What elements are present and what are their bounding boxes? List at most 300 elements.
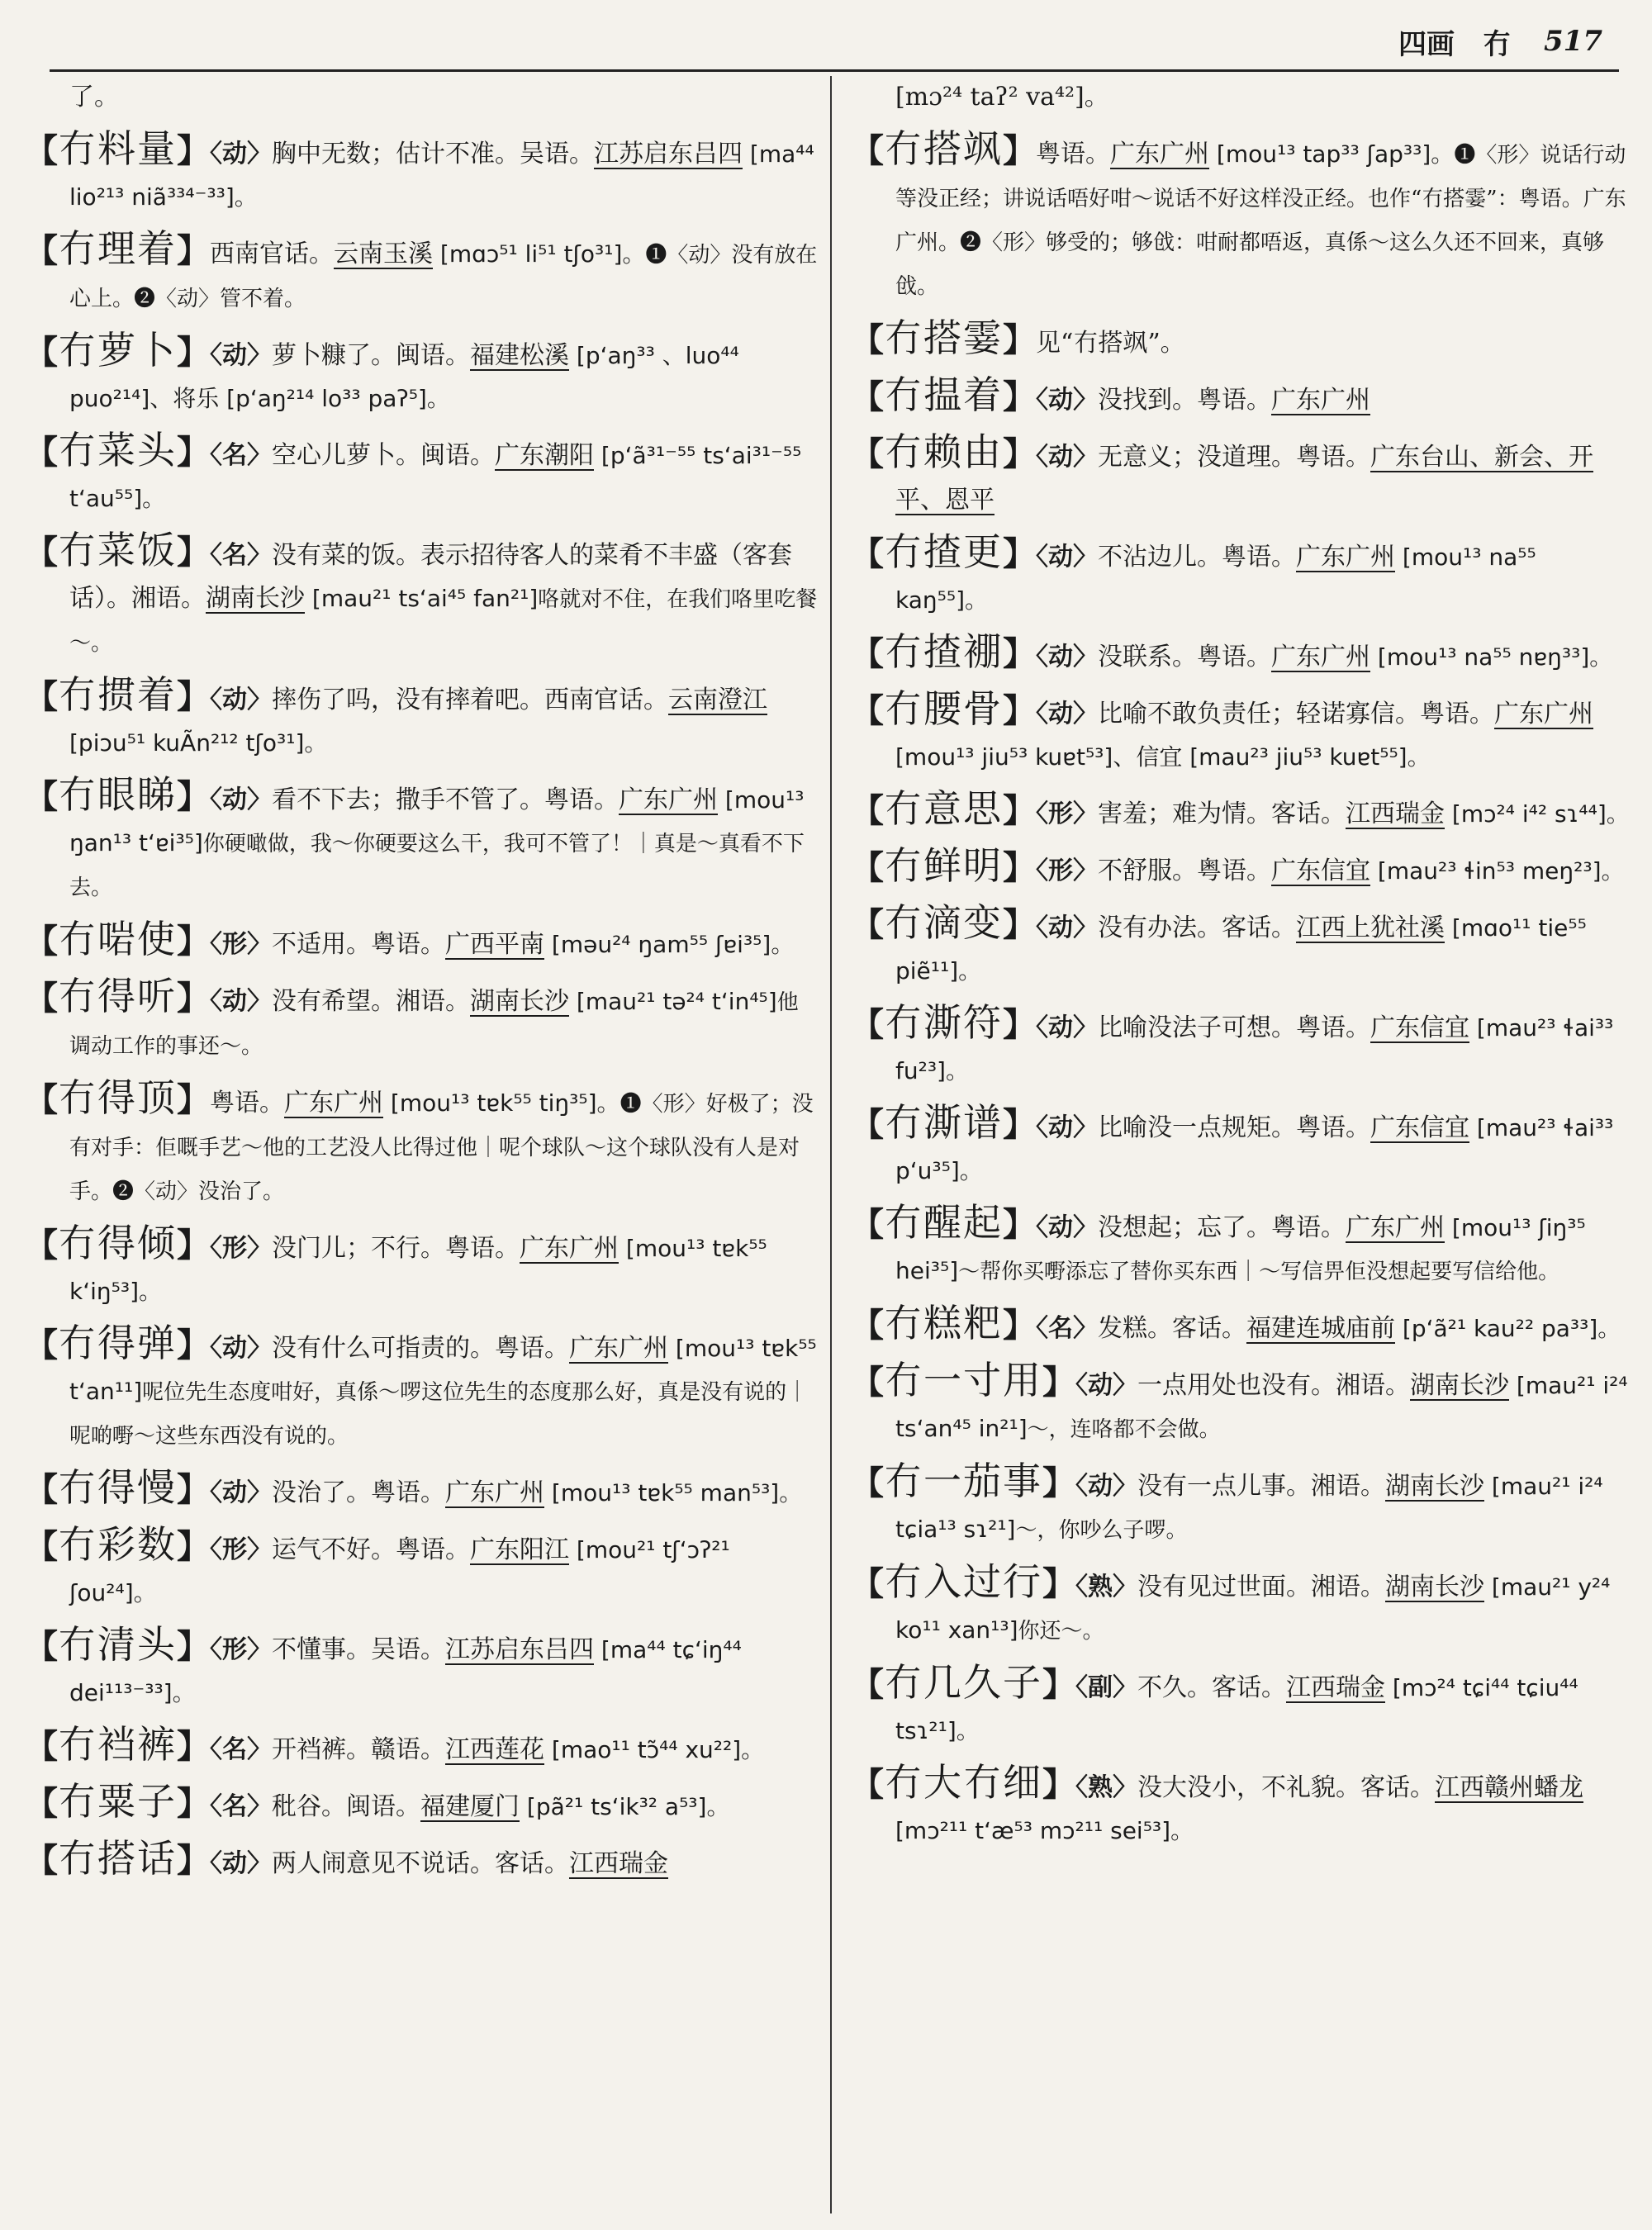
dictionary-entry — [851, 1359, 1635, 1451]
bracket-close: 】 — [1042, 1464, 1075, 1502]
headword: 冇得弹 — [58, 1321, 177, 1365]
dictionary-entry — [25, 1523, 818, 1615]
headword: 冇裆裤 — [58, 1722, 177, 1767]
definition: 摔伤了吗，没有摔着吧。西南官话。 — [272, 686, 668, 714]
part-of-speech: 〈动〉 — [1036, 1113, 1098, 1142]
location: 广东广州 — [1494, 700, 1593, 728]
definition: 没有什么可指责的。粤语。 — [272, 1334, 569, 1363]
part-of-speech: 〈副〉 — [1075, 1673, 1137, 1702]
location: 广东广州 — [1296, 543, 1395, 572]
dictionary-entry — [25, 127, 818, 219]
location: 广东信宜 — [1271, 856, 1370, 885]
dictionary-entry — [851, 687, 1635, 779]
definition: 粤语。 — [210, 1089, 284, 1117]
bracket-close: 】 — [1003, 1005, 1036, 1044]
pronunciation: [mou¹³ tap³³ ʃap³³]。 — [1209, 140, 1455, 168]
page-number: 517 — [1544, 25, 1602, 58]
pronunciation: [mau²¹ i²⁴ tsʻan⁴⁵ in²¹] — [895, 1372, 1628, 1442]
pronunciation: [mao¹¹ tɔ̃⁴⁴ xu²²]。 — [544, 1736, 765, 1763]
bracket-close: 】 — [177, 1470, 210, 1509]
bracket-open: 【 — [25, 1326, 58, 1364]
location: 广东广州 — [445, 1478, 544, 1507]
headword: 冇意思 — [884, 786, 1003, 831]
definition: 比喻没一点规矩。粤语。 — [1098, 1113, 1370, 1142]
dictionary-entry — [851, 530, 1635, 622]
dictionary-entry — [851, 630, 1635, 679]
usage-example: ❶〈形〉好极了；没有对手：佢嘅手艺～他的工艺没人比得过他｜呢个球队～这个球队没有人是对手。❷〈动〉没治了。 — [69, 1092, 814, 1204]
part-of-speech: 〈动〉 — [1036, 543, 1098, 572]
dictionary-entry — [851, 127, 1635, 308]
bracket-close: 】 — [177, 1627, 210, 1666]
part-of-speech: 〈形〉 — [210, 1535, 272, 1564]
headword: 冇入过行 — [884, 1559, 1042, 1604]
headword: 冇搭霎 — [884, 316, 1003, 360]
headword: 冇腰骨 — [884, 686, 1003, 731]
pronunciation: [mau²³ ɬai³³ fu²³]。 — [895, 1014, 1614, 1084]
pronunciation: [mou¹³ ʃiŋ³⁵ hei³⁵] — [895, 1214, 1586, 1284]
dictionary-entry — [851, 316, 1635, 365]
headword: 冇搭话 — [58, 1836, 177, 1881]
dictionary-entry — [851, 844, 1635, 893]
location: 广东广州 — [520, 1234, 619, 1263]
definition: 没有一点儿事。湘语。 — [1137, 1472, 1385, 1501]
pronunciation: [mɔ²⁴ i⁴² sɿ⁴⁴]。 — [1445, 800, 1630, 828]
bracket-open: 【 — [851, 1205, 884, 1244]
definition: 运气不好。粤语。 — [272, 1535, 470, 1564]
header-rule — [50, 69, 1619, 72]
definition: 不适用。粤语。 — [272, 930, 445, 959]
definition: 不久。客话。 — [1137, 1673, 1286, 1702]
definition: 西南官话。 — [210, 240, 334, 268]
bracket-open: 【 — [851, 634, 884, 673]
location: 福建厦门 — [420, 1792, 520, 1821]
bracket-open: 【 — [851, 1464, 884, 1502]
part-of-speech: 〈动〉 — [210, 341, 272, 370]
page-header — [50, 17, 1602, 66]
bracket-open: 【 — [25, 777, 58, 816]
definition: 看不下去；撒手不管了。粤语。 — [272, 785, 619, 814]
location: 江苏启东吕四 — [594, 140, 743, 168]
left-column — [25, 76, 818, 2222]
definition: 胸中无数；估计不准。吴语。 — [272, 140, 594, 168]
bracket-open: 【 — [851, 1306, 884, 1345]
headword: 冇鲜明 — [884, 843, 1003, 888]
dictionary-entry — [25, 773, 818, 909]
headword: 冇萝卜 — [58, 328, 177, 372]
pronunciation: [mau²³ ɬin⁵³ meŋ²³]。 — [1370, 857, 1625, 885]
bracket-open: 【 — [25, 1226, 58, 1264]
location: 江西瑞金 — [1286, 1673, 1385, 1702]
location: 湖南长沙 — [1385, 1573, 1484, 1601]
part-of-speech: 〈名〉 — [210, 441, 272, 470]
location: 广东潮阳 — [495, 441, 594, 470]
location: 云南澄江 — [668, 686, 767, 714]
part-of-speech: 〈动〉 — [210, 1334, 272, 1363]
pronunciation: [mou¹³ tɐk⁵⁵ kʻiŋ⁵³]。 — [69, 1235, 767, 1305]
bracket-open: 【 — [25, 1727, 58, 1766]
bracket-close: 】 — [1003, 1306, 1036, 1345]
bracket-open: 【 — [25, 533, 58, 572]
headword: 冇大冇细 — [884, 1760, 1042, 1805]
location: 广东广州 — [569, 1334, 668, 1363]
part-of-speech: 〈名〉 — [210, 541, 272, 570]
bracket-close: 】 — [1003, 320, 1036, 359]
headword: 冇菜饭 — [58, 528, 177, 572]
part-of-speech: 〈动〉 — [210, 1478, 272, 1507]
location: 广东广州 — [1271, 386, 1370, 415]
headword: 冇糕粑 — [884, 1301, 1003, 1345]
definition: 两人闹意见不说话。客话。 — [272, 1849, 569, 1878]
dictionary-entry — [25, 1076, 818, 1213]
definition: 没想起；忘了。粤语。 — [1098, 1213, 1346, 1242]
definition: 没有希望。湘语。 — [272, 987, 470, 1016]
definition: 没联系。粤语。 — [1098, 643, 1271, 671]
headword: 冇澌谱 — [884, 1100, 1003, 1145]
definition: 不懂事。吴语。 — [272, 1635, 445, 1664]
bracket-open: 【 — [25, 1627, 58, 1666]
definition: 比喻不敢负责任；轻诺寡信。粤语。 — [1098, 700, 1494, 728]
entry-continuation: [mɔ²⁴ taʔ² va⁴²]。 — [895, 83, 1109, 112]
bracket-close: 】 — [177, 1727, 210, 1766]
bracket-open: 【 — [851, 131, 884, 170]
location: 湖南长沙 — [1385, 1472, 1484, 1501]
definition: 害羞；难为情。客话。 — [1098, 799, 1346, 828]
headword: 冇菜头 — [58, 428, 177, 472]
bracket-close: 】 — [1003, 791, 1036, 830]
part-of-speech: 〈熟〉 — [1075, 1573, 1137, 1601]
usage-example: 咯就对不住，在我们咯里吃餐～。 — [69, 587, 818, 656]
part-of-speech: 〈动〉 — [210, 140, 272, 168]
part-of-speech: 〈形〉 — [1036, 856, 1098, 885]
part-of-speech: 〈形〉 — [210, 930, 272, 959]
dictionary-entry — [25, 329, 818, 420]
dictionary-entry — [851, 1001, 1635, 1093]
usage-example: ❶〈形〉说话行动等没正经；讲说话唔好咁～说话不好这样没正经。也作“冇搭霎”：粤语。广东广州。❷〈形〉够受的；够戗：咁耐都唔返，真係～这么久还不回来，真够戗。 — [895, 143, 1626, 299]
bracket-close: 】 — [1003, 131, 1036, 170]
dictionary-entry — [25, 1723, 818, 1772]
headword: 冇搭飒 — [884, 126, 1003, 171]
pronunciation: [ma⁴⁴ lio²¹³ niã³³⁴⁻³³]。 — [69, 140, 814, 211]
bracket-open: 【 — [25, 131, 58, 170]
part-of-speech: 〈动〉 — [1036, 1013, 1098, 1042]
bracket-open: 【 — [25, 677, 58, 716]
definition: 不沾边儿。粤语。 — [1098, 543, 1296, 572]
section-title: 四画 冇 — [1398, 27, 1512, 61]
pronunciation: [mou¹³ na⁵⁵ kaŋ⁵⁵]。 — [895, 543, 1536, 614]
part-of-speech: 〈动〉 — [1036, 443, 1098, 472]
headword: 冇一茄事 — [884, 1459, 1042, 1503]
pronunciation: [mou²¹ tʃʻɔʔ²¹ ʃou²⁴]。 — [69, 1536, 730, 1606]
entry-continuation: 了。 — [69, 83, 119, 112]
location: 湖南长沙 — [1410, 1371, 1509, 1400]
definition: 空心儿萝卜。闽语。 — [272, 441, 495, 470]
dictionary-entry — [851, 1459, 1635, 1552]
usage-example: 你还～。 — [1018, 1619, 1104, 1644]
bracket-close: 】 — [177, 131, 210, 170]
pronunciation: [mou¹³ jiu⁵³ kuɐt⁵³]、信宜 [mau²³ jiu⁵³ kuɐt⁵⁵]。 — [895, 743, 1431, 771]
pronunciation: [ma⁴⁴ tɕʻiŋ⁴⁴ dei¹¹³⁻³³]。 — [69, 1636, 742, 1706]
location: 广东信宜 — [1370, 1113, 1469, 1142]
bracket-close: 】 — [177, 1527, 210, 1566]
part-of-speech: 〈熟〉 — [1075, 1773, 1137, 1802]
dictionary-entry — [851, 373, 1635, 422]
bracket-open: 【 — [851, 534, 884, 573]
bracket-close: 】 — [1003, 434, 1036, 473]
dictionary-entry — [25, 1623, 818, 1715]
usage-example: ～，你吵么子啰。 — [1015, 1518, 1188, 1543]
pronunciation: [mau²¹ i²⁴ tɕia¹³ sɿ²¹] — [895, 1473, 1603, 1543]
bracket-close: 】 — [1003, 1205, 1036, 1244]
location: 广西平南 — [445, 930, 544, 959]
pronunciation: [piɔu⁵¹ kuÃn²¹² tʃo³¹]。 — [69, 729, 328, 757]
bracket-open: 【 — [25, 433, 58, 472]
pronunciation: [mou¹³ tɐk⁵⁵ tʻan¹¹] — [69, 1335, 817, 1405]
dictionary-entry — [25, 227, 818, 320]
bracket-open: 【 — [851, 848, 884, 887]
bracket-open: 【 — [851, 377, 884, 416]
usage-example: ～帮你买嘢添忘了替你买东西｜～写信畀佢没想起要写信给他。 — [958, 1260, 1560, 1284]
part-of-speech: 〈动〉 — [1036, 700, 1098, 728]
dictionary-entry — [25, 1321, 818, 1458]
headword: 冇醒起 — [884, 1200, 1003, 1245]
pronunciation: [mau²³ ɬai³³ pʻu³⁵]。 — [895, 1114, 1614, 1184]
dictionary-entry — [851, 1101, 1635, 1193]
bracket-close: 】 — [177, 677, 210, 716]
pronunciation: [mɔ²⁴ tɕi⁴⁴ tɕiu⁴⁴ tsɿ²¹]。 — [895, 1674, 1578, 1744]
headword: 冇掼着 — [58, 672, 177, 717]
headword: 冇理着 — [58, 226, 177, 271]
pronunciation: [mɑo¹¹ tie⁵⁵ piẽ¹¹]。 — [895, 914, 1587, 985]
location: 广东信宜 — [1370, 1013, 1469, 1042]
bracket-open: 【 — [851, 1363, 884, 1402]
bracket-open: 【 — [25, 1470, 58, 1509]
part-of-speech: 〈动〉 — [1036, 643, 1098, 671]
bracket-open: 【 — [851, 1005, 884, 1044]
bracket-close: 】 — [177, 1784, 210, 1823]
headword: 冇几久子 — [884, 1660, 1042, 1705]
dictionary-entry — [851, 1761, 1635, 1853]
dictionary-entry — [851, 1560, 1635, 1653]
bracket-open: 【 — [851, 1564, 884, 1603]
part-of-speech: 〈名〉 — [210, 1792, 272, 1821]
headword: 冇得听 — [58, 974, 177, 1018]
headword: 冇得倾 — [58, 1221, 177, 1265]
definition: 秕谷。闽语。 — [272, 1792, 420, 1821]
bracket-close: 】 — [1003, 1105, 1036, 1144]
dictionary-entry — [25, 673, 818, 765]
bracket-open: 【 — [851, 791, 884, 830]
part-of-speech: 〈动〉 — [1036, 386, 1098, 415]
bracket-close: 】 — [177, 1326, 210, 1364]
headword: 冇得慢 — [58, 1465, 177, 1510]
headword: 冇粟子 — [58, 1779, 177, 1824]
headword: 冇料量 — [58, 126, 177, 171]
bracket-open: 【 — [25, 1080, 58, 1119]
pronunciation: [məu²⁴ ŋam⁵⁵ ʃɐi³⁵]。 — [544, 931, 795, 958]
part-of-speech: 〈动〉 — [1075, 1371, 1137, 1400]
bracket-close: 】 — [177, 231, 210, 270]
definition: 无意义；没道理。粤语。 — [1098, 443, 1370, 472]
bracket-close: 】 — [1042, 1564, 1075, 1603]
definition: 一点用处也没有。湘语。 — [1137, 1371, 1410, 1400]
pronunciation: [mou¹³ na⁵⁵ nɐŋ³³]。 — [1370, 643, 1613, 671]
bracket-open: 【 — [851, 905, 884, 944]
bracket-close: 】 — [177, 922, 210, 961]
location: 广东广州 — [1346, 1213, 1445, 1242]
definition: 没有见过世面。湘语。 — [1137, 1573, 1385, 1601]
definition: 没门儿；不行。粤语。 — [272, 1234, 520, 1263]
bracket-open: 【 — [851, 1105, 884, 1144]
definition: 没有办法。客话。 — [1098, 913, 1296, 942]
location: 江西莲花 — [445, 1735, 544, 1764]
part-of-speech: 〈动〉 — [1036, 1213, 1098, 1242]
dictionary-entry — [851, 787, 1635, 836]
bracket-open: 【 — [851, 320, 884, 359]
definition: 比喻没法子可想。粤语。 — [1098, 1013, 1370, 1042]
headword: 冇揾着 — [884, 372, 1003, 417]
location: 江西瑞金 — [1346, 799, 1445, 828]
bracket-close: 】 — [1042, 1363, 1075, 1402]
headword: 冇彩数 — [58, 1522, 177, 1567]
location: 广东广州 — [1110, 140, 1209, 168]
dictionary-entry — [25, 975, 818, 1068]
pronunciation: [pʻã³¹⁻⁵⁵ tsʻai³¹⁻⁵⁵ tʻau⁵⁵]。 — [69, 442, 802, 512]
dictionary-entry — [851, 1201, 1635, 1293]
headword: 冇得顶 — [58, 1075, 177, 1120]
bracket-close: 】 — [177, 1841, 210, 1880]
part-of-speech: 〈动〉 — [1036, 913, 1098, 942]
bracket-open: 【 — [25, 231, 58, 270]
headword: 冇滴变 — [884, 900, 1003, 945]
pronunciation: [pã²¹ tsʻik³² a⁵³]。 — [520, 1793, 730, 1820]
dictionary-entry — [25, 529, 818, 665]
headword: 冇清头 — [58, 1622, 177, 1667]
bracket-close: 】 — [1003, 377, 1036, 416]
usage-example: 你硬噉做，我～你硬要这么干，我可不管了！｜真是～真看不下去。 — [69, 832, 805, 900]
part-of-speech: 〈名〉 — [210, 1735, 272, 1764]
part-of-speech: 〈动〉 — [210, 686, 272, 714]
dictionary-entry — [851, 1661, 1635, 1753]
bracket-close: 】 — [1003, 691, 1036, 730]
bracket-close: 】 — [1003, 848, 1036, 887]
usage-example: ❶〈动〉没有放在心上。❷〈动〉管不着。 — [69, 243, 818, 311]
definition: 粤语。 — [1036, 140, 1110, 168]
bracket-close: 】 — [177, 979, 210, 1018]
location: 湖南长沙 — [206, 584, 305, 613]
pronunciation: [pʻã²¹ kau²² pa³³]。 — [1395, 1315, 1621, 1342]
definition: 没大没小，不礼貌。客话。 — [1137, 1773, 1435, 1802]
definition: 没治了。粤语。 — [272, 1478, 445, 1507]
usage-example: ～，连咯都不会做。 — [1027, 1417, 1221, 1442]
bracket-open: 【 — [851, 1765, 884, 1804]
pronunciation: [mɔ²¹¹ tʻæ⁵³ mɔ²¹¹ sei⁵³]。 — [895, 1817, 1194, 1844]
location: 广东台山、新会、开平、恩平 — [895, 443, 1593, 515]
part-of-speech: 〈动〉 — [210, 1849, 272, 1878]
bracket-close: 】 — [1003, 905, 1036, 944]
bracket-close: 】 — [1003, 634, 1036, 673]
bracket-close: 】 — [1003, 534, 1036, 573]
usage-example: 他调动工作的事还～。 — [69, 990, 799, 1059]
definition: 不舒服。粤语。 — [1098, 856, 1271, 885]
bracket-open: 【 — [25, 979, 58, 1018]
dictionary-entry — [25, 1837, 818, 1886]
pronunciation: [pʻaŋ³³ 、luo⁴⁴ puo²¹⁴]、将乐 [pʻaŋ²¹⁴ lo³³ paʔ⁵]。 — [69, 342, 739, 412]
part-of-speech: 〈动〉 — [210, 785, 272, 814]
dictionary-entry — [25, 1780, 818, 1829]
bracket-open: 【 — [851, 434, 884, 473]
definition: 见“冇搭飒”。 — [1036, 329, 1185, 358]
bracket-close: 】 — [177, 533, 210, 572]
dictionary-entry — [25, 1222, 818, 1313]
bracket-open: 【 — [25, 922, 58, 961]
headword: 冇赖由 — [884, 429, 1003, 474]
dictionary-entry — [851, 430, 1635, 522]
headword: 冇眼睇 — [58, 772, 177, 817]
dictionary-entry — [25, 918, 818, 966]
location: 江苏启东吕四 — [445, 1635, 594, 1664]
dictionary-entry — [851, 901, 1635, 993]
part-of-speech: 〈动〉 — [210, 987, 272, 1016]
pronunciation: [mɑɔ⁵¹ li⁵¹ tʃo³¹]。 — [433, 240, 646, 268]
location: 湖南长沙 — [470, 987, 569, 1016]
bracket-open: 【 — [851, 1665, 884, 1704]
location: 江西赣州蟠龙 — [1435, 1773, 1583, 1802]
location: 江西瑞金 — [569, 1849, 668, 1878]
definition: 没找到。粤语。 — [1098, 386, 1271, 415]
headword: 冇一寸用 — [884, 1358, 1042, 1402]
part-of-speech: 〈形〉 — [210, 1635, 272, 1664]
right-column — [851, 76, 1635, 2222]
bracket-close: 】 — [177, 1080, 210, 1119]
bracket-close: 】 — [177, 1226, 210, 1264]
pronunciation: [mou¹³ tɐk⁵⁵ tiŋ³⁵]。 — [383, 1089, 620, 1117]
definition: 开裆裤。赣语。 — [272, 1735, 445, 1764]
dictionary-entry — [25, 1466, 818, 1515]
part-of-speech: 〈动〉 — [1075, 1472, 1137, 1501]
location: 广东广州 — [619, 785, 718, 814]
bracket-open: 【 — [25, 333, 58, 372]
definition: 萝卜糠了。闽语。 — [272, 341, 470, 370]
headword: 冇啱使 — [58, 917, 177, 961]
part-of-speech: 〈名〉 — [1036, 1314, 1098, 1343]
pronunciation: [mau²¹ tsʻai⁴⁵ fan²¹] — [305, 585, 539, 612]
bracket-close: 】 — [1042, 1665, 1075, 1704]
dictionary-entry — [851, 1302, 1635, 1350]
location: 福建松溪 — [470, 341, 569, 370]
definition: 发糕。客话。 — [1098, 1314, 1246, 1343]
bracket-open: 【 — [25, 1784, 58, 1823]
location: 云南玉溪 — [334, 240, 433, 268]
pronunciation: [mou¹³ ŋan¹³ tʻɐi³⁵] — [69, 786, 805, 856]
part-of-speech: 〈形〉 — [210, 1234, 272, 1263]
location: 广东阳江 — [470, 1535, 569, 1564]
pronunciation: [mou¹³ tɐk⁵⁵ man⁵³]。 — [544, 1479, 803, 1506]
location: 福建连城庙前 — [1246, 1314, 1395, 1343]
part-of-speech: 〈形〉 — [1036, 799, 1098, 828]
pronunciation: [mau²¹ y²⁴ ko¹¹ xan¹³] — [895, 1573, 1611, 1644]
headword: 冇揸䙀 — [884, 629, 1003, 674]
location: 广东广州 — [284, 1089, 383, 1117]
definition: 没有菜的饭。表示招待客人的菜肴不丰盛（客套话）。湘语。 — [69, 541, 792, 613]
column-divider — [830, 76, 832, 2213]
bracket-open: 【 — [25, 1527, 58, 1566]
dictionary-entry — [25, 429, 818, 520]
bracket-open: 【 — [25, 1841, 58, 1880]
bracket-close: 】 — [177, 333, 210, 372]
headword: 冇澌符 — [884, 1000, 1003, 1045]
bracket-open: 【 — [851, 691, 884, 730]
location: 广东广州 — [1271, 643, 1370, 671]
